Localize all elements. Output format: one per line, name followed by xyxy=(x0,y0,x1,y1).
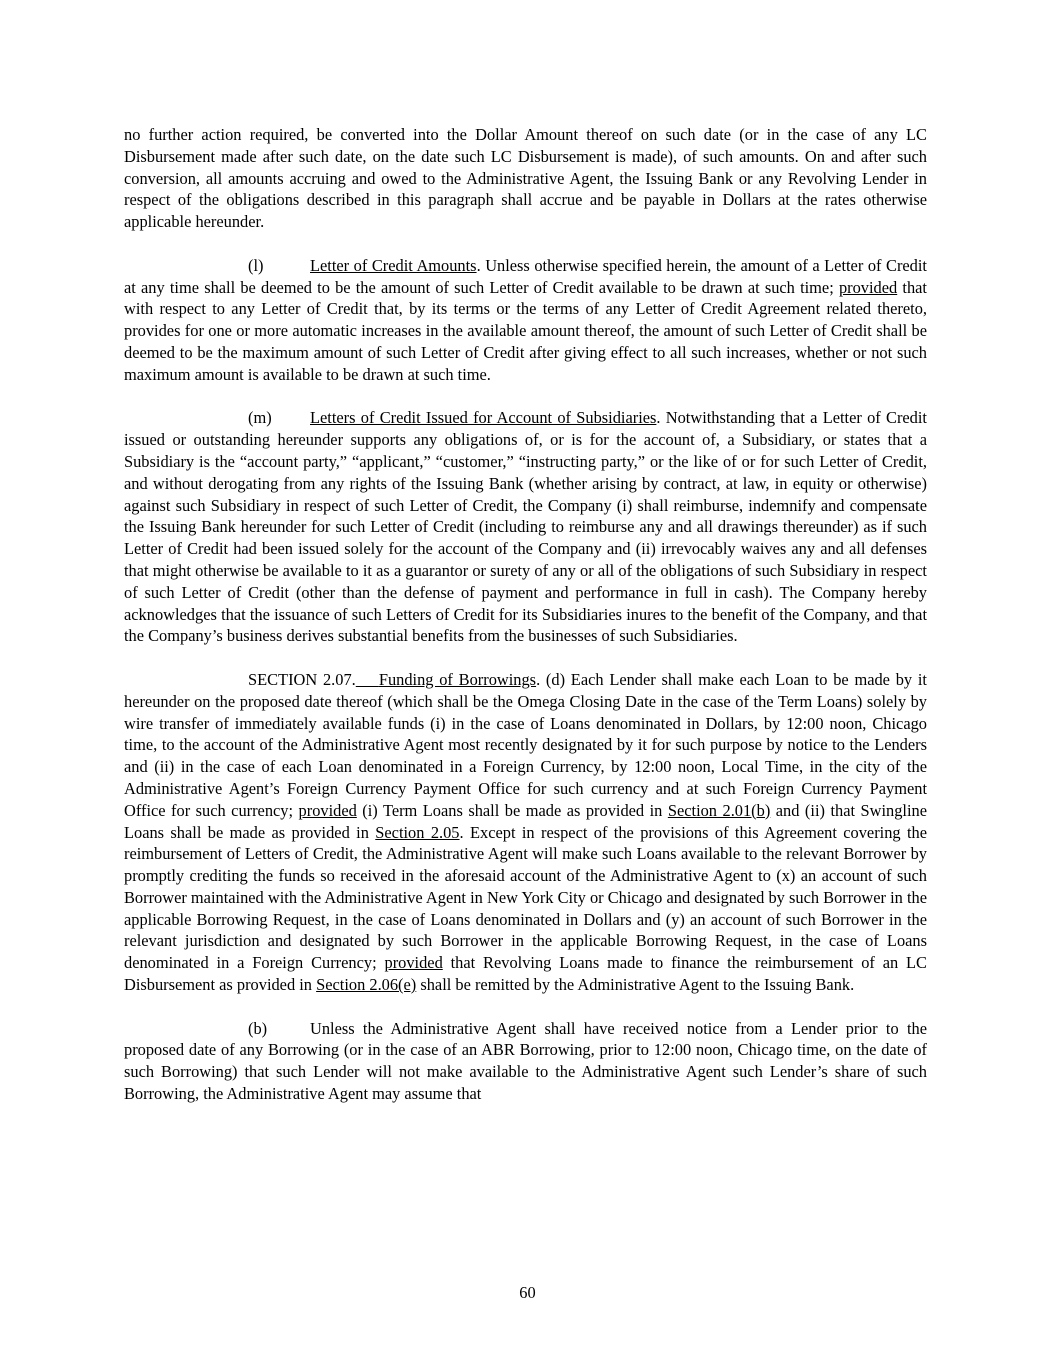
cross-reference: Section 2.06(e) xyxy=(316,975,417,995)
paragraph-m-letters-of-credit-subsidiaries xyxy=(124,407,927,647)
paragraph-heading: Letters of Credit Issued for Account of Subsidiaries xyxy=(310,408,657,428)
paragraph-text: . Unless otherwise specified herein, the amount of a Letter of Credit at any time shall be deemed to be the amount of such Letter of Credit available to be drawn at such time; xyxy=(124,255,927,297)
paragraph-text: and (ii) that Swingline Loans shall be made as provided in xyxy=(124,800,927,842)
defined-term-provided: provided xyxy=(384,953,443,973)
paragraph-text: (i) Term Loans shall be made as provided in xyxy=(356,800,668,820)
paragraph-text: . Except in respect of the provisions of this Agreement covering the reimbursement of Letters of Credit, the Administrative Agent will make such Loans available to the relevant Borrower by promptly crediting the funds so received in the aforesaid account of the Administrative Agent to (x) an account of such Borrower maintained with the Administrative Agent in New York City or Chicago and designated by such Borrower in the applicable Borrowing Request, in the case of Loans denominated in Dollars and (y) an account of such Borrower in the relevant jurisdiction and designated by such Borrower in the applicable Borrowing Request, in the case of Loans denominated in a Foreign Currency; xyxy=(124,822,927,973)
paragraph-b-lender-notice xyxy=(124,1018,927,1105)
paragraph-marker: (l) xyxy=(248,255,264,275)
paragraph-text: no further action required, be converted into the Dollar Amount thereof on such date (or in the case of any LC Disbursement made after such date, on the date such LC Disbursement is made), of such amounts. On and after such conversion, all amounts accruing and owed to the Administrative Agent, the Issuing Bank or any Revolving Lender in respect of the obligations described in this paragraph shall accrue and be payable in Dollars at the rates otherwise applicable hereunder. xyxy=(124,125,927,232)
cross-reference: Section 2.01(b) xyxy=(667,800,771,820)
defined-term-provided: provided xyxy=(838,277,898,297)
paragraph-marker: (b) xyxy=(248,1018,268,1038)
page-number: 60 xyxy=(519,1283,536,1302)
defined-term-provided: provided xyxy=(298,800,357,820)
section-label: SECTION 2.07. xyxy=(248,669,356,689)
paragraph-continuation xyxy=(124,124,927,233)
cross-reference: Section 2.05 xyxy=(375,822,460,842)
section-gap xyxy=(356,670,379,689)
paragraph-text: that with respect to any Letter of Credit that, by its terms or the terms of any Letter of Credit Agreement related thereto, provides for one or more automatic increases in the available amount thereof, the amount of such Letter of Credit shall be deemed to be the maximum amount of such Letter of Credit after giving effect to all such increases, whether or not such maximum amount is available to be drawn at such time. xyxy=(124,277,927,384)
paragraph-marker: (m) xyxy=(248,408,272,428)
paragraph-heading: Letter of Credit Amounts xyxy=(310,255,477,275)
section-2-07-funding-of-borrowings xyxy=(124,669,927,996)
document-page xyxy=(124,124,927,1127)
paragraph-text: . (d) Each Lender shall make each Loan to be made by it hereunder on the proposed date thereof (which shall be the Omega Closing Date in the case of the Term Loans) solely by wire transfer of immediately available funds (i) in the case of Loans denominated in Dollars, by 12:00 noon, Chicago time, to the account of the Administrative Agent most recently designated by it for such purpose by notice to the Lenders and (ii) in the case of each Loan denominated in a Foreign Currency, by 12:00 noon, Local Time, in the city of the Administrative Agent’s Foreign Currency Payment Office for such currency and at such Foreign Currency Payment Office for such currency; xyxy=(124,669,927,820)
paragraph-text: that Revolving Loans made to finance the reimbursement of an LC Disbursement as provided in xyxy=(124,953,927,995)
paragraph-l-letter-of-credit-amounts xyxy=(124,255,927,386)
paragraph-text: Unless the Administrative Agent shall have received notice from a Lender prior to the proposed date of any Borrowing (or in the case of an ABR Borrowing, prior to 12:00 noon, Chicago time, on the date of such Borrowing) that such Lender will not make available to the Administrative Agent such Lender’s share of such Borrowing, the Administrative Agent may assume that xyxy=(124,1018,927,1104)
paragraph-text: . Notwithstanding that a Letter of Credit issued or outstanding hereunder supports any obligations of, or is for the account of, a Subsidiary, or states that a Subsidiary is the “account party,” “applicant,” “customer,” “instructing party,” or the like of or for such Letter of Credit, and without derogating from any rights of the Issuing Bank (whether arising by contract, at law, in equity or otherwise) against such Subsidiary in respect of such Letter of Credit, the Company (i) shall reimburse, indemnify and compensate the Issuing Bank hereunder for such Letter of Credit (including to reimburse any and all drawings thereunder) as if such Letter of Credit had been issued solely for the account of the Company and (ii) irrevocably waives any and all defenses that might otherwise be available to it as a guarantor or surety of any or all of the obligations of such Subsidiary in respect of such Letter of Credit (other than the defense of payment and performance in full in cash). The Company hereby acknowledges that the issuance of such Letters of Credit for its Subsidiaries inures to the benefit of the Company, and that the Company’s business derives substantial benefits from the businesses of such Subsidiaries. xyxy=(124,408,927,646)
section-heading: Funding of Borrowings xyxy=(378,669,537,689)
paragraph-text: shall be remitted by the Administrative Agent to the Issuing Bank. xyxy=(416,975,855,995)
